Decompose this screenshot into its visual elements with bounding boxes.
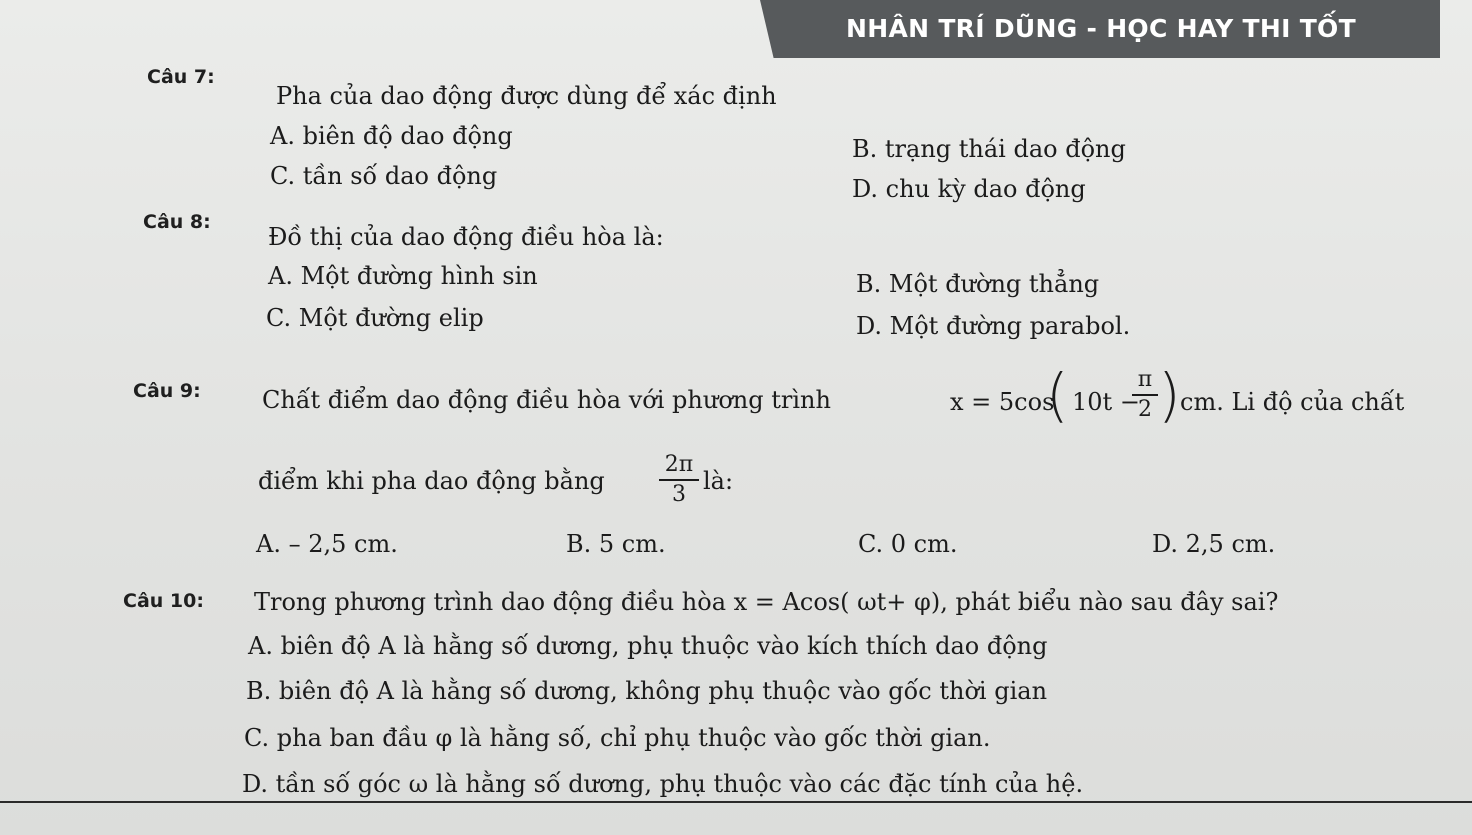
q9-frac-denominator: 2 bbox=[1138, 397, 1152, 422]
q7-option-b: B. trạng thái dao động bbox=[852, 135, 1126, 163]
q10-label: Câu 10: bbox=[123, 590, 204, 612]
q10-option-b: B. biên độ A là hằng số dương, không phụ thuộc vào gốc thời gian bbox=[246, 677, 1048, 705]
q7-question: Pha của dao động được dùng để xác định bbox=[276, 82, 777, 110]
q7-option-a: A. biên độ dao động bbox=[270, 122, 513, 150]
q9-frac-bar bbox=[1132, 394, 1158, 396]
q7-option-d: D. chu kỳ dao động bbox=[852, 175, 1086, 203]
q10-option-c: C. pha ban đầu φ là hằng số, chỉ phụ thuộc vào gốc thời gian. bbox=[244, 724, 991, 752]
q10-question: Trong phương trình dao động điều hòa x = Acos( ωt+ φ), phát biểu nào sau đây sai? bbox=[254, 588, 1279, 616]
q9-line2-end: là: bbox=[703, 467, 734, 495]
q9-frac-numerator: π bbox=[1137, 367, 1153, 392]
header-title: NHÂN TRÍ DŨNG - HỌC HAY THI TỐT bbox=[846, 14, 1356, 43]
q9-equation-inner: 10t − bbox=[1072, 388, 1140, 416]
page-divider-line bbox=[0, 801, 1472, 803]
q9-phase-denominator: 3 bbox=[672, 482, 686, 507]
q7-label: Câu 7: bbox=[147, 66, 215, 88]
q10-option-a: A. biên độ A là hằng số dương, phụ thuộc vào kích thích dao động bbox=[248, 632, 1048, 660]
q7-option-c: C. tần số dao động bbox=[270, 162, 498, 190]
q8-option-b: B. Một đường thẳng bbox=[856, 270, 1100, 298]
q8-option-c: C. Một đường elip bbox=[266, 304, 484, 332]
q9-pi-over-2 bbox=[1132, 367, 1158, 423]
q9-option-a: A. – 2,5 cm. bbox=[256, 530, 398, 558]
q9-line2-start: điểm khi pha dao động bằng bbox=[258, 467, 605, 495]
q9-right-paren: ) bbox=[1158, 361, 1181, 429]
q9-phase-fraction bbox=[659, 452, 699, 508]
q9-option-b: B. 5 cm. bbox=[566, 530, 666, 558]
q8-label: Câu 8: bbox=[143, 211, 211, 233]
q9-label: Câu 9: bbox=[133, 380, 201, 402]
q9-option-c: C. 0 cm. bbox=[858, 530, 958, 558]
q9-question-start: Chất điểm dao động điều hòa với phương trình bbox=[262, 386, 831, 414]
q9-phase-bar bbox=[659, 479, 699, 481]
q9-phase-numerator: 2π bbox=[664, 452, 694, 477]
q10-option-d: D. tần số góc ω là hằng số dương, phụ thuộc vào các đặc tính của hệ. bbox=[242, 770, 1084, 798]
q8-option-a: A. Một đường hình sin bbox=[268, 262, 538, 290]
q9-question-tail: cm. Li độ của chất bbox=[1180, 388, 1405, 416]
q8-question: Đồ thị của dao động điều hòa là: bbox=[268, 223, 664, 251]
q9-option-d: D. 2,5 cm. bbox=[1152, 530, 1276, 558]
q9-equation-prefix: x = 5cos bbox=[950, 388, 1055, 416]
q9-left-paren: ( bbox=[1046, 361, 1069, 429]
q8-option-d: D. Một đường parabol. bbox=[856, 312, 1131, 340]
